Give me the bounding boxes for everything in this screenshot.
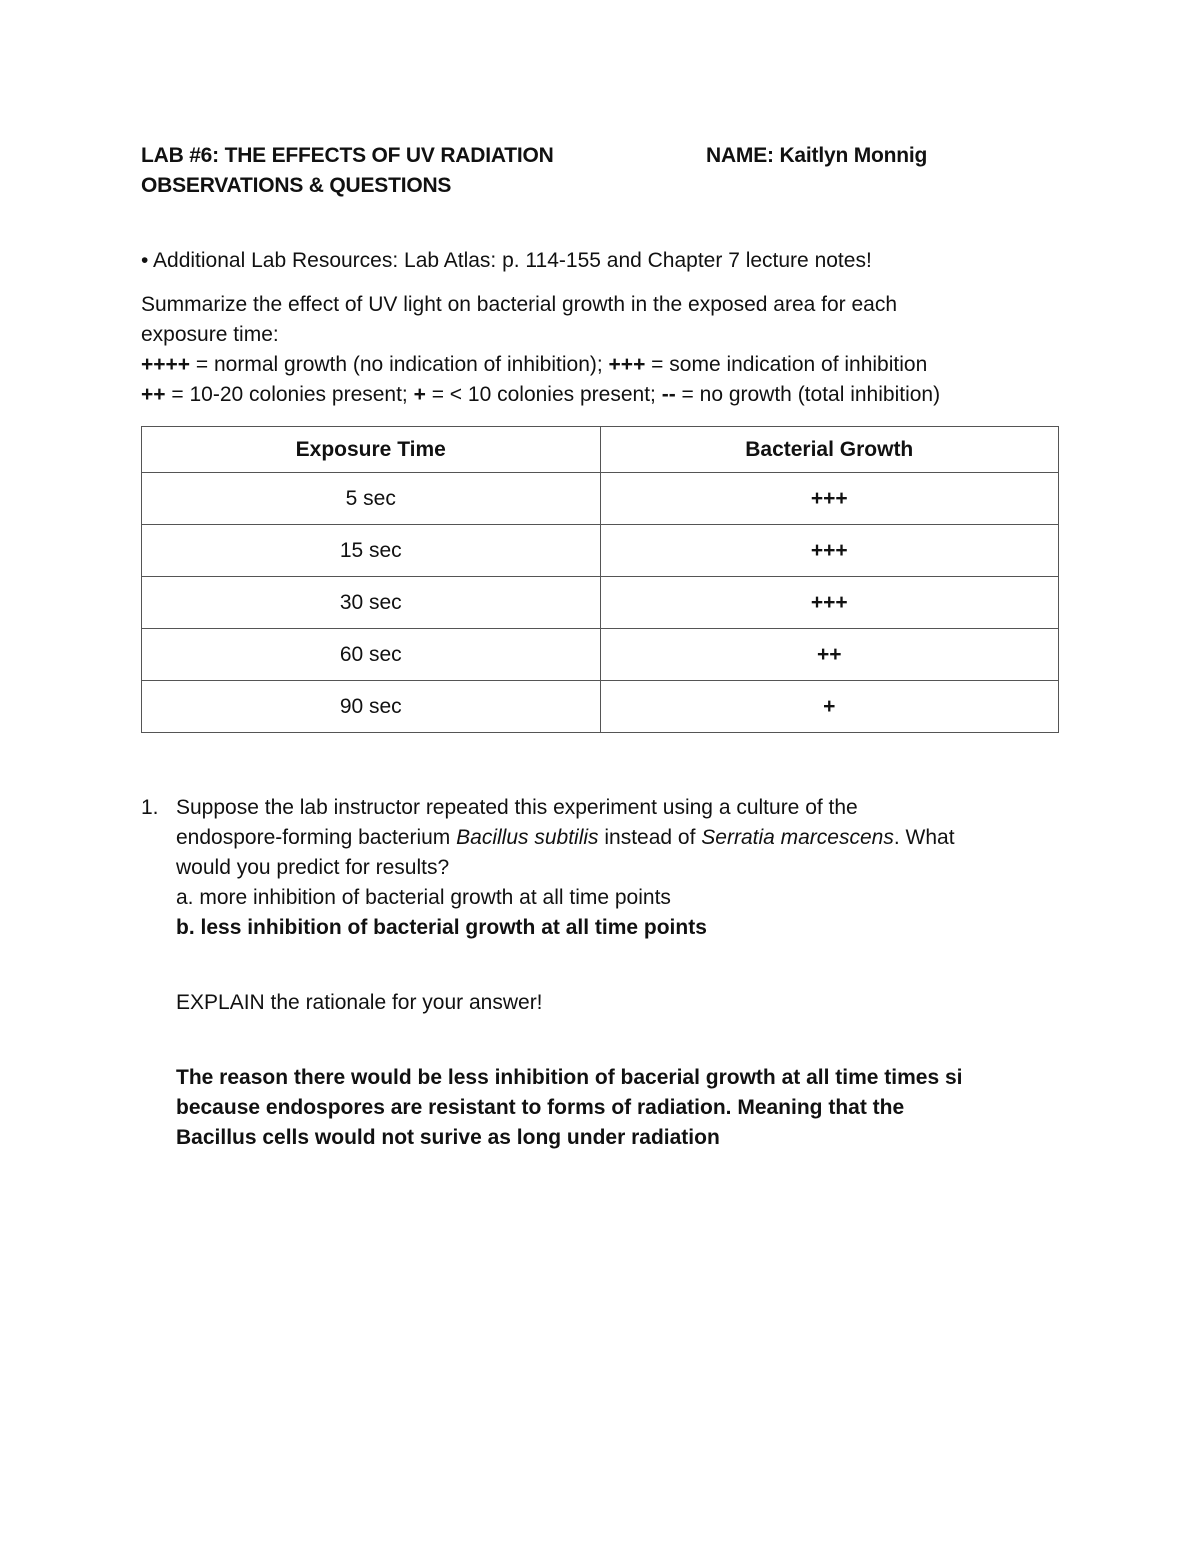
exposure-time-cell: 5 sec bbox=[142, 473, 601, 525]
spacer bbox=[176, 943, 1056, 958]
question-text: . What bbox=[893, 826, 955, 849]
answer-text-line-2: because endospores are resistant to forms of radiation. Meaning that the bbox=[176, 1096, 905, 1119]
spacer bbox=[176, 1018, 1056, 1033]
species-name: Bacillus subtilis bbox=[456, 826, 599, 849]
table-header-row bbox=[142, 427, 1059, 473]
student-name: NAME: Kaitlyn Monnig bbox=[706, 144, 928, 167]
explain-prompt: EXPLAIN the rationale for your answer! bbox=[176, 991, 543, 1014]
table-row bbox=[142, 681, 1059, 733]
table-row bbox=[142, 629, 1059, 681]
question-text-line-1: Suppose the lab instructor repeated this experiment using a culture of the bbox=[176, 796, 858, 819]
key-description: = some indication of inhibition bbox=[645, 353, 928, 376]
key-symbol: + bbox=[413, 383, 426, 406]
resources-note: • Additional Lab Resources: Lab Atlas: p. 114-155 and Chapter 7 lecture notes! bbox=[141, 249, 872, 272]
bacterial-growth-cell: ++ bbox=[600, 629, 1059, 681]
lab-title: LAB #6: THE EFFECTS OF UV RADIATION bbox=[141, 144, 554, 167]
exposure-time-cell: 90 sec bbox=[142, 681, 601, 733]
species-name: Serratia marcescens bbox=[701, 826, 894, 849]
table-row bbox=[142, 525, 1059, 577]
key-description: = no growth (total inhibition) bbox=[675, 383, 941, 406]
bacterial-growth-cell: + bbox=[600, 681, 1059, 733]
question-text: endospore-forming bacterium bbox=[176, 826, 457, 849]
exposure-growth-table bbox=[141, 426, 1059, 733]
bacterial-growth-cell: +++ bbox=[600, 525, 1059, 577]
question-text-line-2 bbox=[176, 823, 1056, 853]
answer-text-line-3: Bacillus cells would not surive as long under radiation bbox=[176, 1126, 720, 1149]
column-header-exposure-time: Exposure Time bbox=[142, 427, 601, 473]
answer-text-line-1: The reason there would be less inhibition of bacerial growth at all time times si bbox=[176, 1066, 963, 1089]
growth-key-line-2 bbox=[141, 380, 940, 410]
key-description: = < 10 colonies present; bbox=[425, 383, 662, 406]
instructions-line-2: exposure time: bbox=[141, 323, 279, 346]
key-description: = normal growth (no indication of inhibition); bbox=[190, 353, 609, 376]
question-1 bbox=[176, 793, 1056, 1153]
exposure-time-cell: 60 sec bbox=[142, 629, 601, 681]
page-subtitle: OBSERVATIONS & QUESTIONS bbox=[141, 174, 452, 197]
question-text-line-3: would you predict for results? bbox=[176, 856, 450, 879]
table-row bbox=[142, 473, 1059, 525]
exposure-time-cell: 15 sec bbox=[142, 525, 601, 577]
answer-option-a: a. more inhibition of bacterial growth at all time points bbox=[176, 886, 671, 909]
key-symbol: +++ bbox=[608, 353, 646, 376]
key-symbol: ++++ bbox=[141, 353, 191, 376]
table-row bbox=[142, 577, 1059, 629]
exposure-time-cell: 30 sec bbox=[142, 577, 601, 629]
answer-option-b-selected: b. less inhibition of bacterial growth at all time points bbox=[176, 916, 707, 939]
column-header-bacterial-growth: Bacterial Growth bbox=[600, 427, 1059, 473]
key-description: = 10-20 colonies present; bbox=[165, 383, 414, 406]
bacterial-growth-cell: +++ bbox=[600, 473, 1059, 525]
growth-key-line-1 bbox=[141, 350, 927, 380]
key-symbol: -- bbox=[661, 383, 676, 406]
key-symbol: ++ bbox=[141, 383, 166, 406]
instructions-line-1: Summarize the effect of UV light on bacterial growth in the exposed area for each bbox=[141, 293, 898, 316]
question-number: 1. bbox=[141, 796, 159, 819]
question-text: instead of bbox=[598, 826, 702, 849]
bacterial-growth-cell: +++ bbox=[600, 577, 1059, 629]
